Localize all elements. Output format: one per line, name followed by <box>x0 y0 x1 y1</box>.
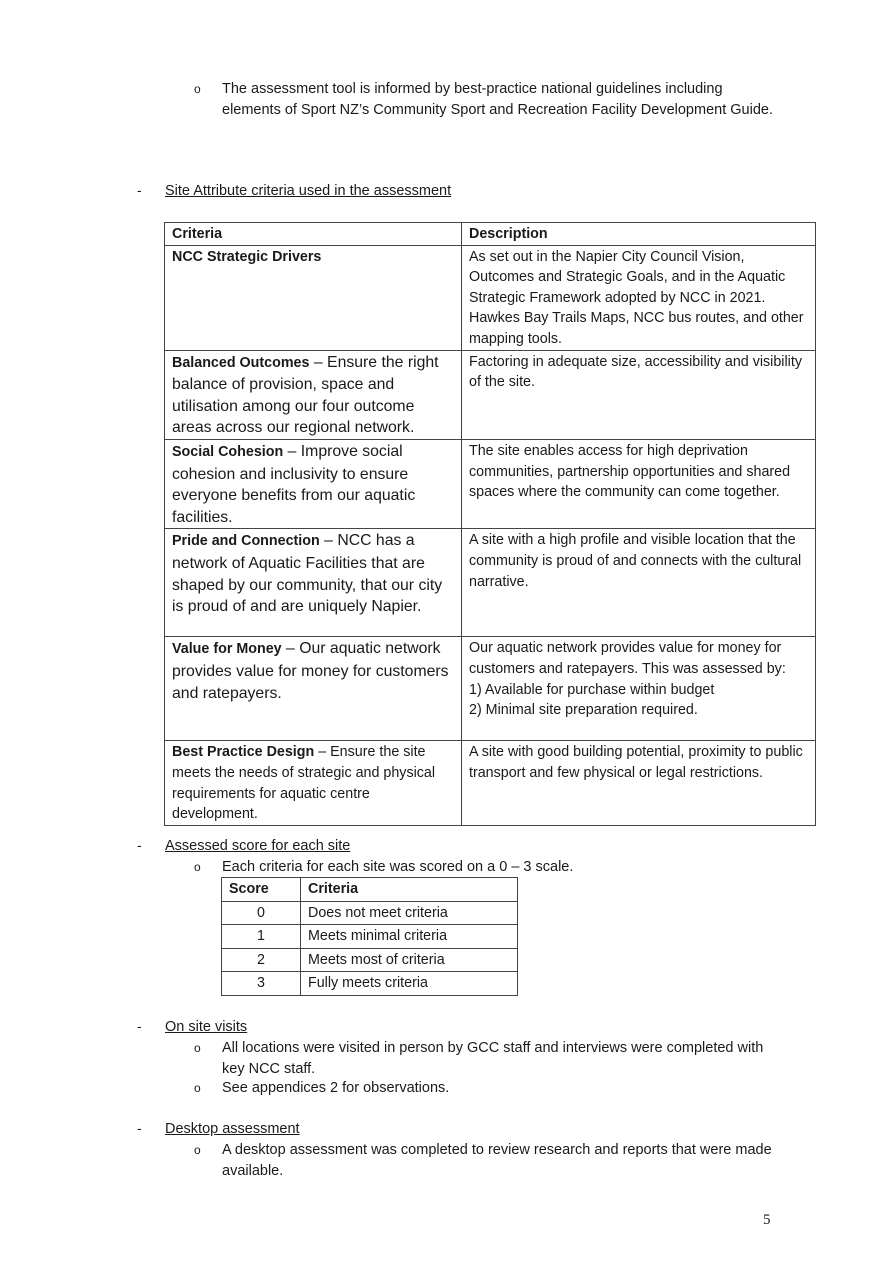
criteria-cell <box>165 637 462 741</box>
dash-bullet-icon: - <box>137 1120 142 1136</box>
bullet-circle-icon: o <box>194 1143 201 1157</box>
section-heading-desktop: Desktop assessment <box>165 1121 300 1137</box>
table-row <box>165 741 816 825</box>
score-header: Score <box>222 878 301 902</box>
description-cell: A site with a high profile and visible location that the community is proud of and connects with the cultural narrative. <box>462 529 816 637</box>
on-site-bullet-1: All locations were visited in person by GCC staff and interviews were completed with key NCC staff. <box>222 1040 764 1077</box>
description-cell: Factoring in adequate size, accessibility and visibility of the site. <box>462 350 816 439</box>
dash-bullet-icon: - <box>137 837 142 853</box>
description-header: Description <box>462 223 816 246</box>
score-table <box>221 877 518 996</box>
description-text: Our aquatic network provides value for money for customers and ratepayers. This was assessed by: <box>469 640 786 677</box>
table-row <box>165 350 816 439</box>
description-line: 1) Available for purchase within budget <box>469 681 715 698</box>
table-row <box>165 439 816 528</box>
bullet-circle-icon: o <box>194 1041 201 1055</box>
criteria-detail: – Ensure the right balance of provision, space and utilisation among our four outcome areas across our regional network. <box>172 353 439 437</box>
section-heading-on-site: On site visits <box>165 1019 248 1035</box>
criteria-name: Balanced Outcomes <box>172 354 310 371</box>
table-row <box>222 972 518 996</box>
criteria-detail: – Our aquatic network provides value for money for customers and ratepayers. <box>172 640 449 702</box>
bullet-circle-icon: o <box>194 860 201 874</box>
table-row <box>165 529 816 637</box>
score-criteria: Fully meets criteria <box>301 972 518 996</box>
bullet-circle-icon: o <box>194 1081 201 1095</box>
score-criteria: Meets minimal criteria <box>301 925 518 949</box>
criteria-name: Social Cohesion <box>172 443 284 460</box>
score-criteria-header: Criteria <box>301 878 518 902</box>
criteria-name: Value for Money <box>172 641 282 658</box>
section-heading-assessed-score: Assessed score for each site <box>165 838 351 854</box>
page-number: 5 <box>763 1212 771 1228</box>
description-cell <box>462 637 816 741</box>
criteria-table <box>164 222 816 826</box>
bullet-circle-icon: o <box>194 82 201 96</box>
on-site-bullet-2: See appendices 2 for observations. <box>222 1080 450 1096</box>
criteria-cell <box>165 245 462 350</box>
dash-bullet-icon: - <box>137 1018 142 1034</box>
score-value: 0 <box>222 901 301 925</box>
criteria-cell <box>165 741 462 825</box>
section-heading-site-attribute: Site Attribute criteria used in the assessment <box>165 183 452 199</box>
criteria-cell <box>165 529 462 637</box>
criteria-detail: – Ensure the site meets the needs of strategic and physical requirements for aquatic centre development. <box>172 744 436 823</box>
table-row <box>222 948 518 972</box>
score-value: 2 <box>222 948 301 972</box>
score-criteria: Meets most of criteria <box>301 948 518 972</box>
criteria-table-header <box>165 223 816 246</box>
table-row <box>222 901 518 925</box>
table-row <box>222 925 518 949</box>
assessed-bullet-text: Each criteria for each site was scored on a 0 – 3 scale. <box>222 859 574 875</box>
criteria-name: Best Practice Design <box>172 744 315 761</box>
score-criteria: Does not meet criteria <box>301 901 518 925</box>
description-cell: The site enables access for high deprivation communities, partnership opportunities and shared spaces where the community can come together. <box>462 439 816 528</box>
description-cell: A site with good building potential, proximity to public transport and few physical or legal restrictions. <box>462 741 816 825</box>
intro-bullet-text: The assessment tool is informed by best-practice national guidelines including elements of Sport NZ’s Community Sport and Recreation Facility Development Guide. <box>222 81 773 118</box>
score-value: 3 <box>222 972 301 996</box>
table-row <box>165 637 816 741</box>
description-cell: As set out in the Napier City Council Vision, Outcomes and Strategic Goals, and in the Aquatic Strategic Framework adopted by NCC in 2021. Hawkes Bay Trails Maps, NCC bus routes, and other mapping tools. <box>462 245 816 350</box>
table-row <box>165 245 816 350</box>
criteria-header: Criteria <box>165 223 462 246</box>
criteria-detail: – Improve social cohesion and inclusivity to ensure everyone benefits from our aquatic facilities. <box>172 442 416 526</box>
score-table-header <box>222 878 518 902</box>
criteria-name: NCC Strategic Drivers <box>172 248 322 265</box>
criteria-cell <box>165 439 462 528</box>
desktop-bullet-text: A desktop assessment was completed to review research and reports that were made available. <box>222 1142 772 1179</box>
score-value: 1 <box>222 925 301 949</box>
dash-bullet-icon: - <box>137 182 142 198</box>
description-line: 2) Minimal site preparation required. <box>469 702 698 719</box>
criteria-name: Pride and Connection <box>172 533 320 550</box>
criteria-cell <box>165 350 462 439</box>
criteria-detail: – NCC has a network of Aquatic Facilities that are shaped by our community, that our city is proud of and are uniquely Napier. <box>172 532 443 616</box>
